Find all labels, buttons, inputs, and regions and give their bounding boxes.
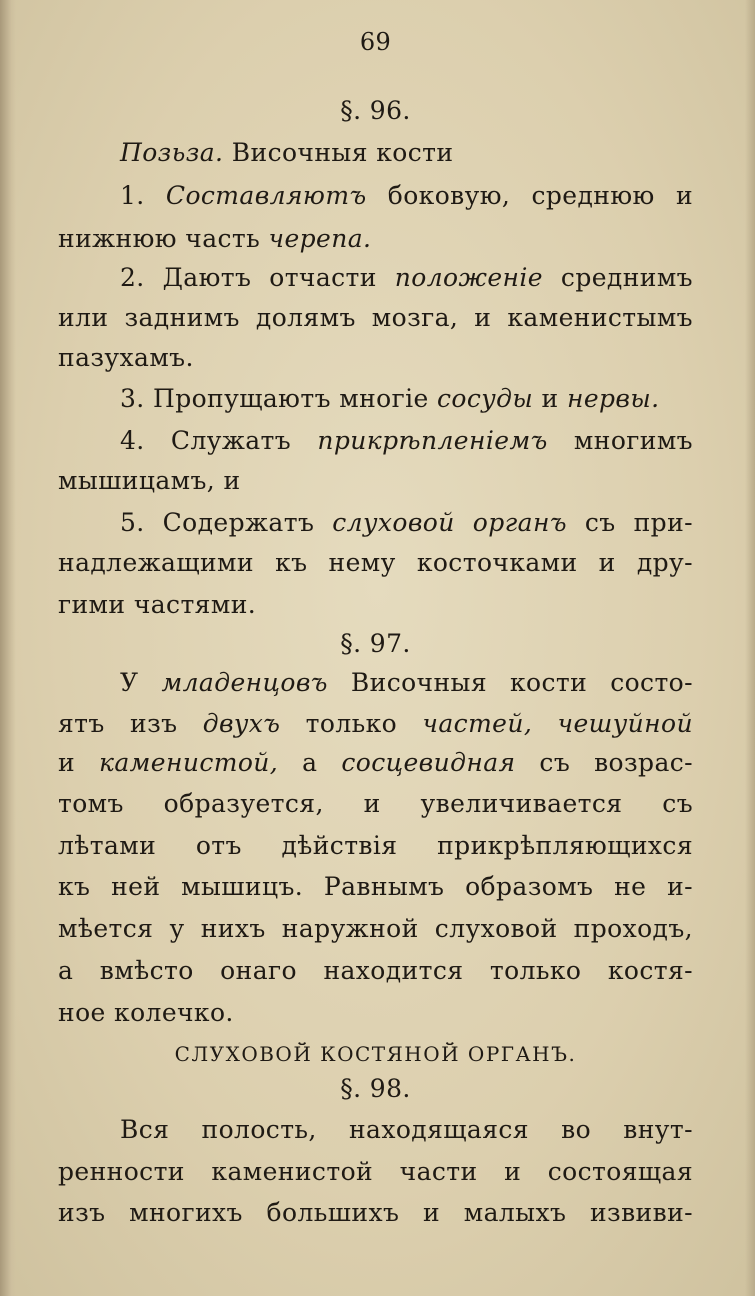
text-line: къ ней мышицъ. Равнымъ образомъ не и- bbox=[58, 872, 693, 901]
text-line: мѣется у нихъ наружной слуховой проходъ, bbox=[58, 914, 693, 943]
text-line: или заднимъ долямъ мозга, и каменистымъ bbox=[58, 303, 693, 332]
text-line: изъ многихъ большихъ и малыхъ извиви- bbox=[58, 1198, 693, 1227]
text-line: а вмѣсто онаго находится только костя- bbox=[58, 956, 693, 985]
text-line: 5. Содержатъ слуховой органъ съ при- bbox=[120, 508, 693, 537]
text-line: 2. Даютъ отчасти положеніе среднимъ bbox=[120, 263, 693, 292]
section-96-heading: §. 96. bbox=[340, 96, 411, 125]
text-line: ренности каменистой части и состоящая bbox=[58, 1157, 693, 1186]
section-98-heading: §. 98. bbox=[340, 1074, 411, 1103]
page-number: 69 bbox=[359, 28, 392, 56]
text-line: гими частями. bbox=[58, 590, 257, 619]
text-line: лѣтами отъ дѣйствія прикрѣпляющихся bbox=[58, 831, 693, 860]
text-line: нижнюю часть черепа. bbox=[58, 224, 372, 253]
text-line: Вся полость, находящаяся во внут- bbox=[120, 1115, 693, 1144]
text-line: томъ образуется, и увеличивается съ bbox=[58, 789, 693, 818]
text-line: Позьза. Височныя кости bbox=[120, 138, 454, 167]
text-line: ятъ изъ двухъ только частей, чешуйной bbox=[58, 709, 693, 738]
subheading: СЛУХОВОЙ КОСТЯНОЙ ОРГАНЪ. bbox=[174, 1042, 577, 1066]
text-line: надлежащими къ нему косточками и дру- bbox=[58, 548, 693, 577]
text-line: ное колечко. bbox=[58, 998, 234, 1027]
text-line: и каменистой, а сосцевидная съ возрас- bbox=[58, 748, 693, 777]
text-line: мышицамъ, и bbox=[58, 466, 241, 495]
section-97-heading: §. 97. bbox=[340, 629, 411, 658]
text-line: пазухамъ. bbox=[58, 343, 194, 372]
text-line: 3. Пропущаютъ многіе сосуды и нервы. bbox=[120, 384, 660, 413]
text-line: У младенцовъ Височныя кости состо- bbox=[120, 668, 693, 697]
text-line: 4. Служатъ прикрѣпленіемъ многимъ bbox=[120, 426, 693, 455]
text-line: 1. Составляютъ боковую, среднюю и bbox=[120, 181, 694, 210]
